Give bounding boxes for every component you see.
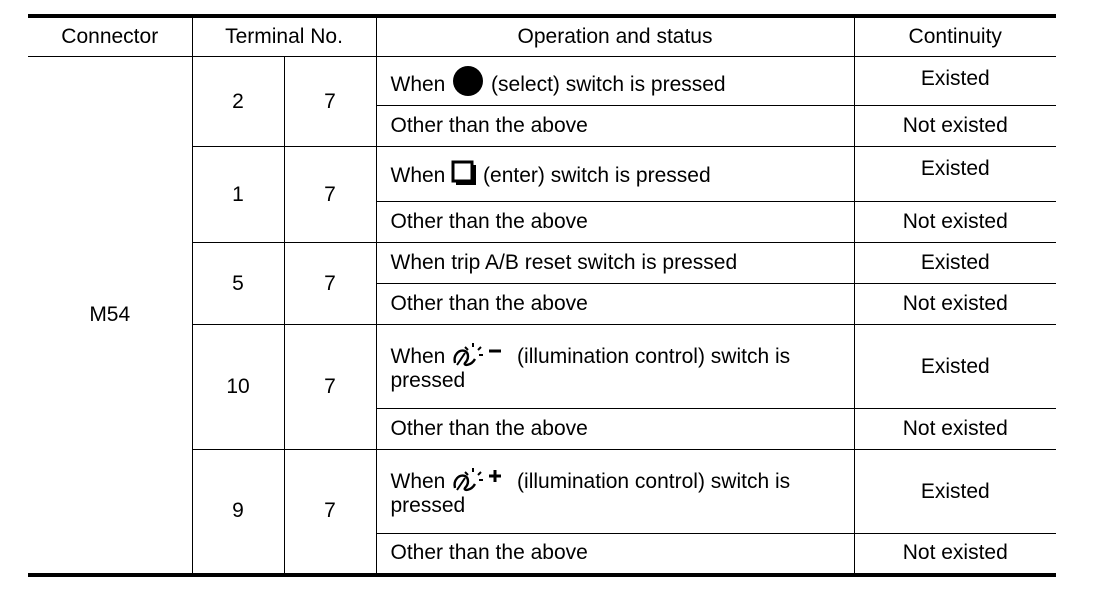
operation-text: (illumination control) switch is <box>517 344 791 368</box>
connector-cell: M54 <box>28 57 192 575</box>
header-operation-status: Operation and status <box>376 16 854 57</box>
operation-text: (enter) switch is pressed <box>483 164 711 187</box>
operation-text: (select) switch is pressed <box>491 73 726 96</box>
terminal-b: 7 <box>284 325 376 450</box>
continuity-cell: Existed <box>854 243 1056 284</box>
continuity-cell: Existed <box>854 147 1056 202</box>
operation-text: (illumination control) switch is <box>517 469 791 493</box>
continuity-table <box>28 14 1056 577</box>
operation-cell: When trip A/B reset switch is pressed <box>376 243 854 284</box>
terminal-b: 7 <box>284 57 376 147</box>
continuity-cell: Not existed <box>854 409 1056 450</box>
operation-cell <box>376 147 854 202</box>
continuity-cell: Existed <box>854 325 1056 409</box>
operation-cell <box>376 450 854 534</box>
terminal-a: 1 <box>192 147 284 243</box>
continuity-cell: Not existed <box>854 202 1056 243</box>
operation-cell <box>376 325 854 409</box>
when-label: When <box>390 73 446 96</box>
continuity-cell: Not existed <box>854 534 1056 575</box>
header-connector: Connector <box>28 16 192 57</box>
header-row <box>28 16 1056 57</box>
terminal-a: 9 <box>192 450 284 575</box>
terminal-b: 7 <box>284 450 376 575</box>
filled-circle-select-icon <box>451 65 485 97</box>
terminal-a: 5 <box>192 243 284 325</box>
illumination-plus-icon <box>451 466 511 494</box>
terminal-b: 7 <box>284 243 376 325</box>
operation-cell: Other than the above <box>376 409 854 450</box>
operation-line <box>391 341 840 369</box>
continuity-cell: Existed <box>854 57 1056 106</box>
square-enter-icon <box>451 160 477 188</box>
when-label: When <box>390 344 446 368</box>
operation-cell <box>376 57 854 106</box>
when-label: When <box>390 164 446 187</box>
table-row <box>28 57 1056 106</box>
when-label: When <box>390 469 446 493</box>
continuity-cell: Not existed <box>854 106 1056 147</box>
terminal-b: 7 <box>284 147 376 243</box>
operation-cell: Other than the above <box>376 534 854 575</box>
illumination-minus-icon <box>451 341 511 369</box>
header-continuity: Continuity <box>854 16 1056 57</box>
operation-line <box>391 466 840 494</box>
continuity-cell: Existed <box>854 450 1056 534</box>
operation-line-2: pressed <box>390 368 466 392</box>
operation-cell: Other than the above <box>376 106 854 147</box>
continuity-cell: Not existed <box>854 284 1056 325</box>
operation-line-2: pressed <box>390 493 466 517</box>
header-terminal-no: Terminal No. <box>192 16 376 57</box>
terminal-a: 2 <box>192 57 284 147</box>
operation-cell: Other than the above <box>376 202 854 243</box>
operation-cell: Other than the above <box>376 284 854 325</box>
terminal-a: 10 <box>192 325 284 450</box>
